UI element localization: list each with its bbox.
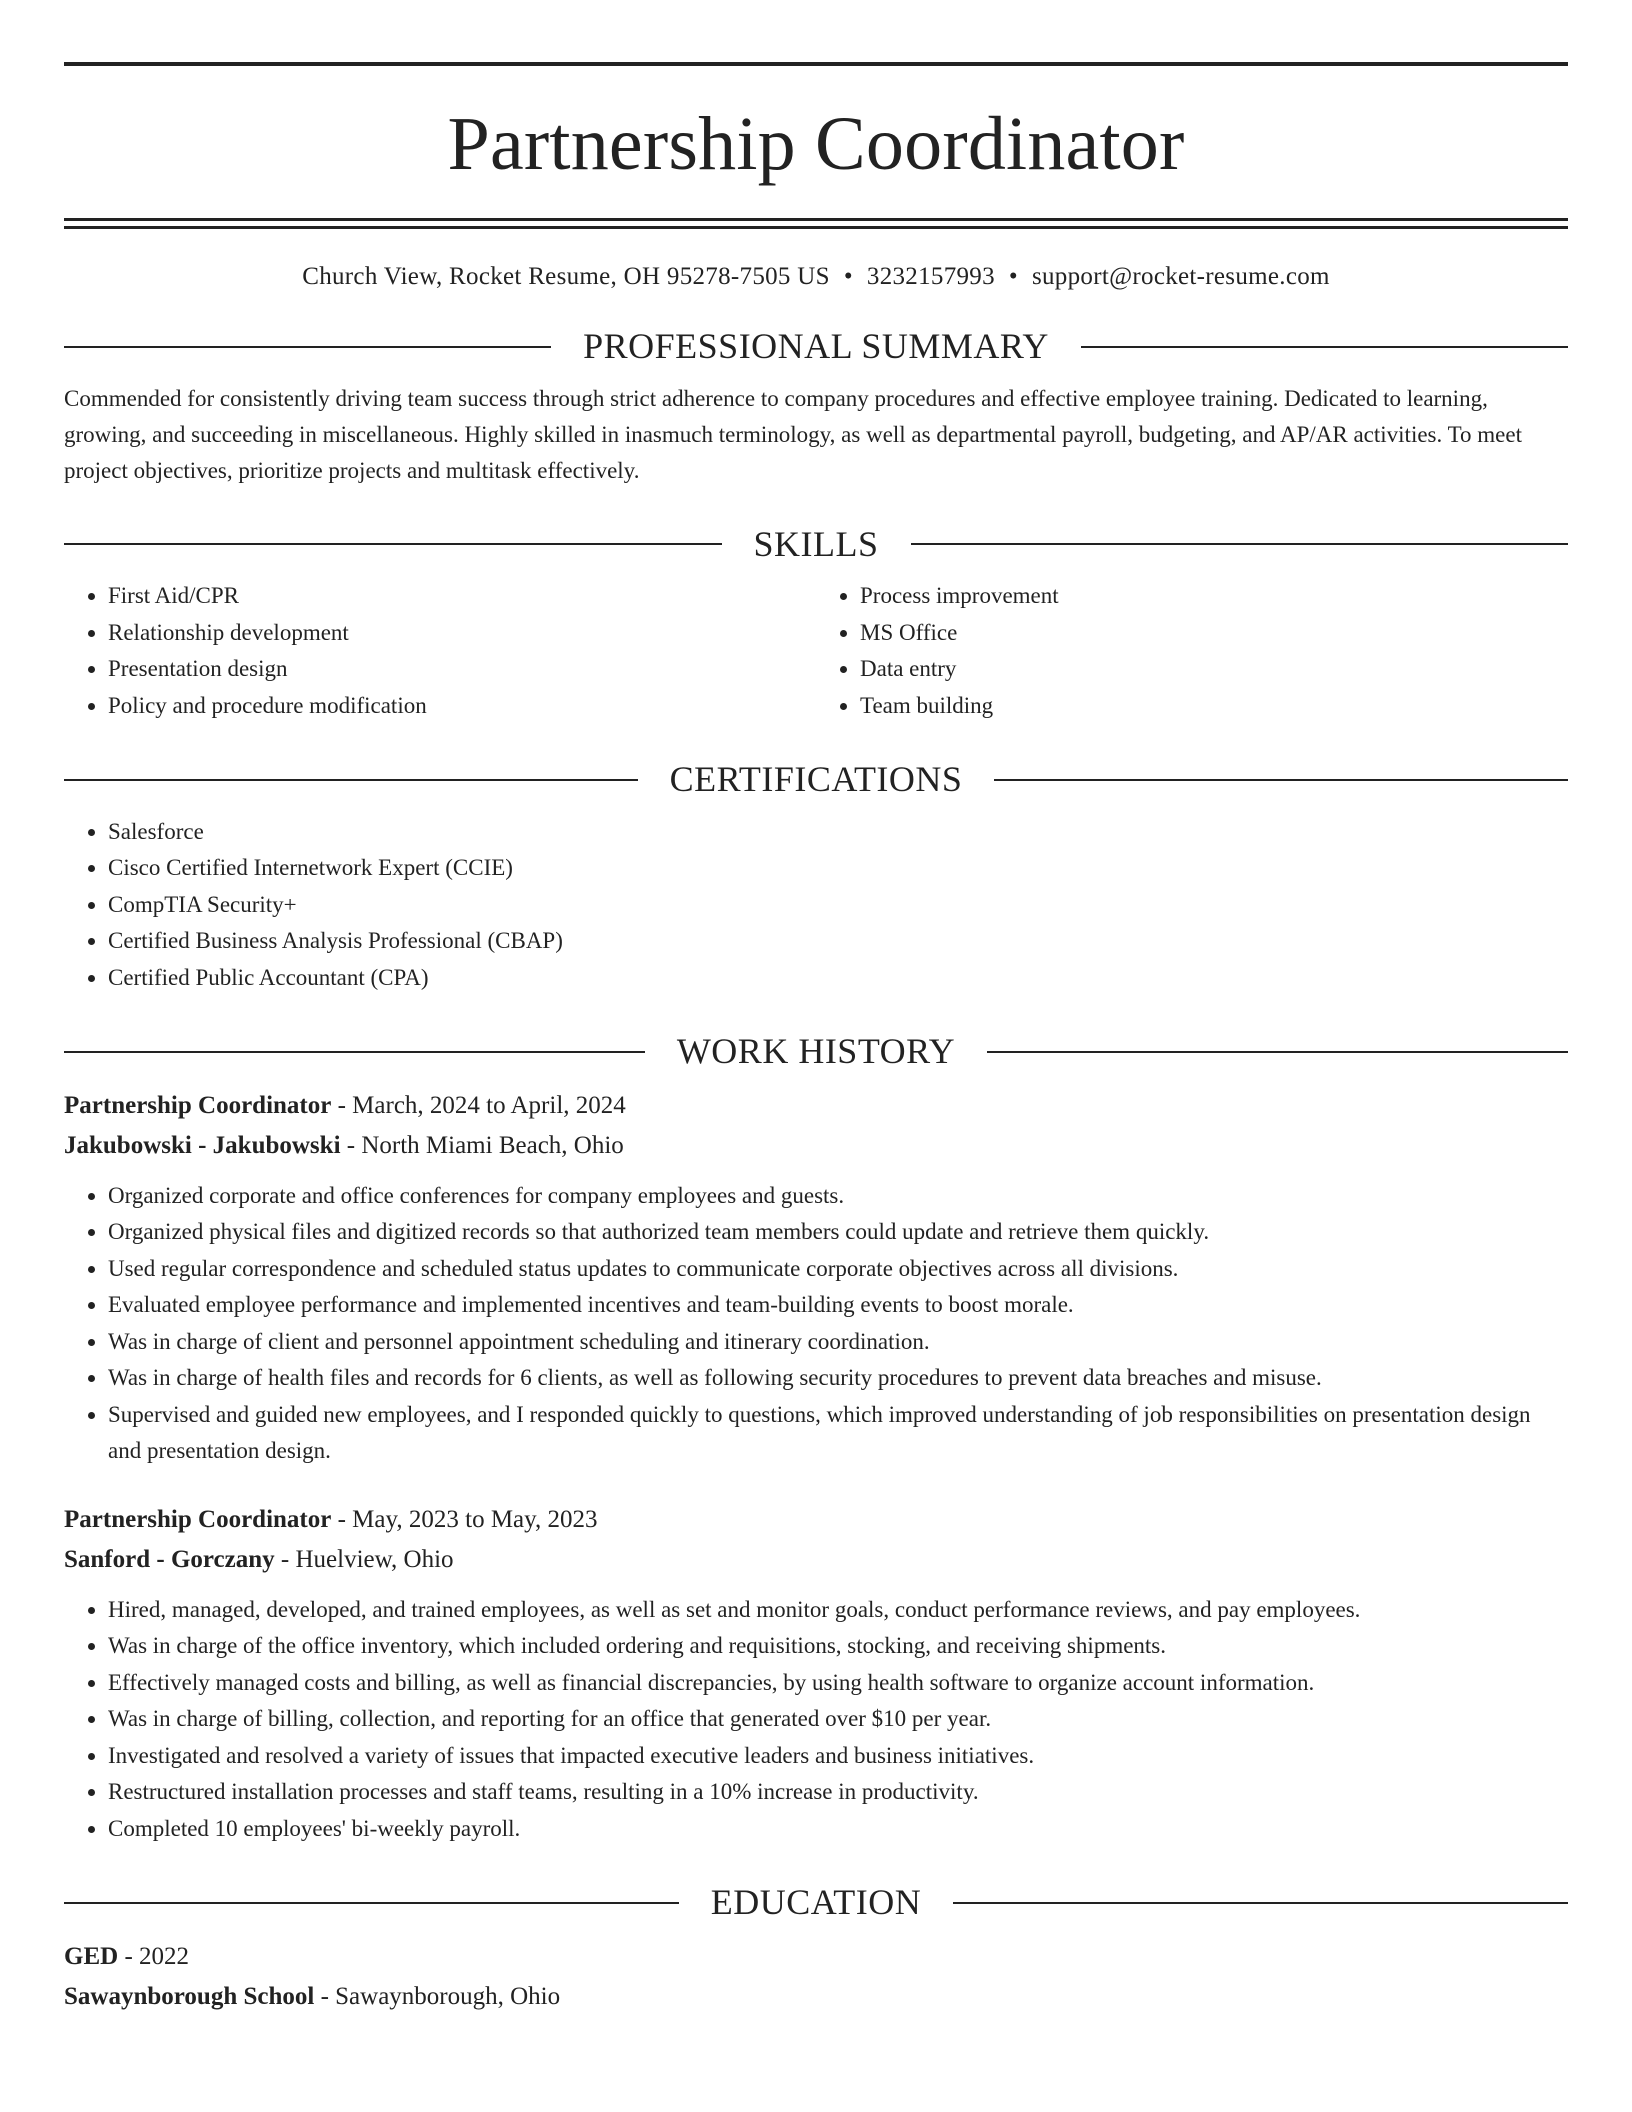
heading-rule: [953, 1902, 1568, 1904]
job-title: Partnership Coordinator: [64, 1091, 332, 1119]
job-title-line: [64, 1500, 1568, 1540]
section-heading-education: [64, 1883, 1568, 1923]
skill-item: • Data entry: [860, 651, 1568, 688]
job-company-line: [64, 1540, 1568, 1580]
education-school: Sawaynborough School: [64, 1982, 315, 2010]
certification-item: • Certified Business Analysis Professional (CBAP): [108, 923, 1568, 960]
section-title: CERTIFICATIONS: [669, 759, 963, 800]
job-bullet: • Was in charge of client and personnel appointment scheduling and itinerary coordination.: [108, 1324, 1568, 1361]
job-bullet: • Investigated and resolved a variety of issues that impacted executive leaders and business initiatives.: [108, 1738, 1568, 1775]
job-company: Jakubowski - Jakubowski: [64, 1131, 341, 1159]
job-bullet: • Used regular correspondence and scheduled status updates to communicate corporate objectives across all divisions.: [108, 1251, 1568, 1288]
heading-rule: [64, 543, 722, 545]
job-bullet: • Completed 10 employees' bi-weekly payroll.: [108, 1811, 1568, 1848]
skill-item: • Presentation design: [108, 651, 816, 688]
job-bullet: • Was in charge of billing, collection, and reporting for an office that generated over $10 per year.: [108, 1701, 1568, 1738]
heading-rule: [64, 346, 551, 348]
section-title: PROFESSIONAL SUMMARY: [583, 326, 1049, 366]
job-title: Partnership Coordinator: [64, 1505, 332, 1533]
contact-separator: •: [1008, 263, 1018, 290]
job-location: - North Miami Beach, Ohio: [340, 1131, 624, 1159]
heading-rule: [987, 1051, 1568, 1053]
job-entry: [64, 1086, 1568, 1470]
job-location: - Huelview, Ohio: [274, 1545, 454, 1573]
certification-item: • CompTIA Security+: [108, 887, 1568, 924]
certification-item: • Certified Public Accountant (CPA): [108, 960, 1568, 997]
section-heading-certifications: [64, 760, 1568, 800]
job-bullet: • Was in charge of the office inventory, which included ordering and requisitions, stocking, and receiving shipments.: [108, 1628, 1568, 1665]
certification-item: • Salesforce: [108, 814, 1568, 851]
job-bullets: [64, 1178, 1568, 1470]
summary-text: Commended for consistently driving team success through strict adherence to company procedures and effective employee training. Dedicated to learning, growing, and succeeding in miscellaneous. Highly skilled in inasmuch terminology, as well as departmental payroll, budgeting, and AP/AR activities. To meet project objectives, prioritize projects and multitask effectively.: [64, 385, 1522, 483]
section-heading-skills: [64, 525, 1568, 565]
job-bullet: • Was in charge of health files and records for 6 clients, as well as following security procedures to prevent data breaches and misuse.: [108, 1360, 1568, 1397]
section-heading-work-history: [64, 1032, 1568, 1072]
contact-separator: •: [843, 263, 853, 290]
education-year: - 2022: [118, 1942, 190, 1970]
heading-rule: [911, 543, 1569, 545]
section-title: SKILLS: [753, 523, 879, 564]
job-bullet: • Restructured installation processes and staff teams, resulting in a 10% increase in productivity.: [108, 1774, 1568, 1811]
skill-item: • First Aid/CPR: [108, 578, 816, 615]
section-heading-summary: [64, 327, 1568, 367]
skills-list-left: [64, 578, 816, 724]
contact-line: [64, 263, 1568, 291]
education-degree-line: [64, 1937, 1568, 1977]
skill-item: • MS Office: [860, 615, 1568, 652]
heading-rule: [64, 1051, 645, 1053]
education-location: - Sawaynborough, Ohio: [314, 1982, 561, 2010]
skill-item: • Process improvement: [860, 578, 1568, 615]
skills-grid: [64, 578, 1568, 724]
job-entry: [64, 1500, 1568, 1848]
job-bullet: • Effectively managed costs and billing, as well as financial discrepancies, by using health software to organize account information.: [108, 1665, 1568, 1702]
education-school-line: [64, 1977, 1568, 2017]
certifications-list: [64, 814, 1568, 997]
job-bullet: • Evaluated employee performance and implemented incentives and team-building events to boost morale.: [108, 1287, 1568, 1324]
heading-rule: [1081, 346, 1568, 348]
skill-item: • Team building: [860, 688, 1568, 725]
skill-item: • Relationship development: [108, 615, 816, 652]
heading-rule: [64, 779, 638, 781]
education-degree: GED: [64, 1942, 119, 1970]
job-company-line: [64, 1126, 1568, 1166]
job-company: Sanford - Gorczany: [64, 1545, 275, 1573]
job-bullet: • Supervised and guided new employees, and I responded quickly to questions, which improved understanding of job responsibilities on presentation design and presentation design.: [108, 1397, 1568, 1470]
job-title-line: [64, 1086, 1568, 1126]
heading-rule: [994, 779, 1568, 781]
contact-email: support@rocket-resume.com: [1031, 263, 1330, 290]
heading-rule: [64, 1902, 679, 1904]
certification-item: • Cisco Certified Internetwork Expert (CCIE): [108, 850, 1568, 887]
double-rule: [64, 218, 1568, 229]
job-bullet: • Hired, managed, developed, and trained employees, as well as set and monitor goals, conduct performance reviews, and pay employees.: [108, 1592, 1568, 1629]
section-title: WORK HISTORY: [676, 1031, 956, 1072]
contact-phone: 3232157993: [866, 263, 995, 290]
job-dates: - March, 2024 to April, 2024: [331, 1091, 626, 1119]
job-dates: - May, 2023 to May, 2023: [331, 1505, 598, 1533]
skills-list-right: [816, 578, 1568, 724]
job-bullet: • Organized physical files and digitized records so that authorized team members could update and retrieve them quickly.: [108, 1214, 1568, 1251]
contact-address: Church View, Rocket Resume, OH 95278-7505 US: [302, 263, 830, 290]
skill-item: • Policy and procedure modification: [108, 688, 816, 725]
job-bullet: • Organized corporate and office conferences for company employees and guests.: [108, 1178, 1568, 1215]
resume-name: Partnership Coordinator: [447, 102, 1185, 186]
section-title: EDUCATION: [710, 1882, 922, 1923]
job-bullets: [64, 1592, 1568, 1848]
